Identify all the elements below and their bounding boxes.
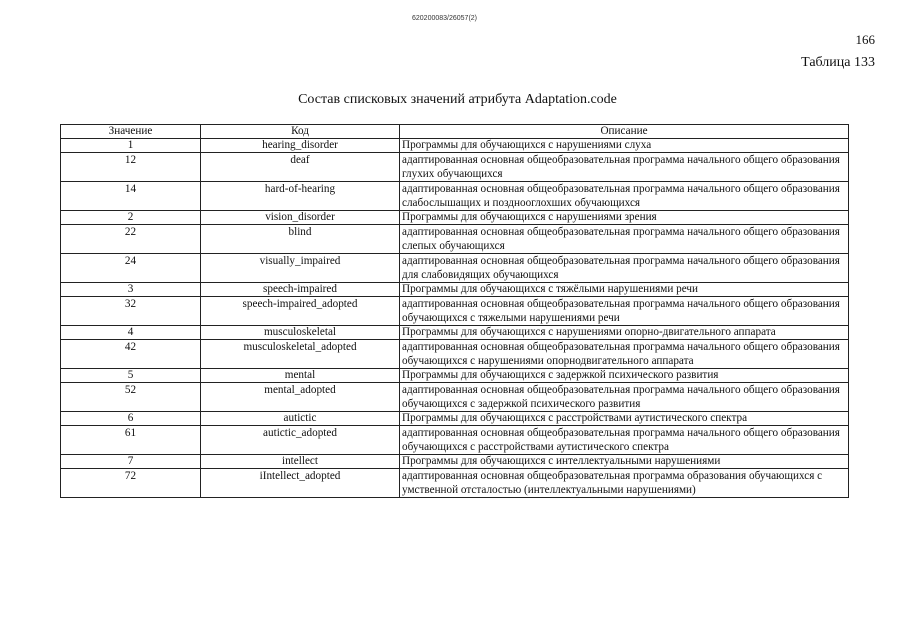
cell-code: hearing_disorder bbox=[201, 139, 400, 153]
cell-value: 61 bbox=[61, 426, 201, 455]
cell-value: 3 bbox=[61, 283, 201, 297]
page-number: 166 bbox=[855, 32, 875, 47]
cell-code: iIntellect_adopted bbox=[201, 469, 400, 498]
cell-code: mental_adopted bbox=[201, 383, 400, 412]
cell-value: 24 bbox=[61, 254, 201, 283]
table-row bbox=[61, 153, 849, 182]
column-header-code: Код bbox=[201, 125, 400, 139]
cell-value: 42 bbox=[61, 340, 201, 369]
table-header-row bbox=[61, 125, 849, 139]
table-row bbox=[61, 326, 849, 340]
cell-value: 1 bbox=[61, 139, 201, 153]
cell-description: адаптированная основная общеобразовательная программа начального общего образования глухих обучающихся bbox=[400, 153, 849, 182]
cell-code: vision_disorder bbox=[201, 211, 400, 225]
table-row bbox=[61, 211, 849, 225]
cell-value: 32 bbox=[61, 297, 201, 326]
cell-description: адаптированная основная общеобразовательная программа начального общего образования обучающихся с расстройствами аутистического спектра bbox=[400, 426, 849, 455]
attribute-values-table bbox=[60, 124, 849, 498]
cell-description: адаптированная основная общеобразовательная программа начального общего образования слабослышащих и позднооглохших обучающихся bbox=[400, 182, 849, 211]
cell-code: autictic bbox=[201, 412, 400, 426]
cell-code: hard-of-hearing bbox=[201, 182, 400, 211]
table-row bbox=[61, 340, 849, 369]
cell-code: deaf bbox=[201, 153, 400, 182]
table-row bbox=[61, 369, 849, 383]
cell-value: 52 bbox=[61, 383, 201, 412]
cell-value: 72 bbox=[61, 469, 201, 498]
cell-value: 4 bbox=[61, 326, 201, 340]
cell-description: адаптированная основная общеобразовательная программа начального общего образования обучающихся с тяжелыми нарушениями речи bbox=[400, 297, 849, 326]
cell-value: 12 bbox=[61, 153, 201, 182]
cell-description: адаптированная основная общеобразовательная программа образования обучающихся с умственной отсталостью (интеллектуальными нарушениями) bbox=[400, 469, 849, 498]
cell-description: Программы для обучающихся с нарушениями слуха bbox=[400, 139, 849, 153]
cell-value: 22 bbox=[61, 225, 201, 254]
cell-code: autictic_adopted bbox=[201, 426, 400, 455]
cell-code: intellect bbox=[201, 455, 400, 469]
table-row bbox=[61, 426, 849, 455]
table-row bbox=[61, 469, 849, 498]
table-row bbox=[61, 283, 849, 297]
cell-description: адаптированная основная общеобразовательная программа начального общего образования обучающихся с задержкой психического развития bbox=[400, 383, 849, 412]
cell-description: Программы для обучающихся с задержкой психического развития bbox=[400, 369, 849, 383]
cell-description: Программы для обучающихся с расстройствами аутистического спектра bbox=[400, 412, 849, 426]
cell-description: адаптированная основная общеобразовательная программа начального общего образования обучающихся с нарушениями опорнодвигательного аппарата bbox=[400, 340, 849, 369]
column-header-value: Значение bbox=[61, 125, 201, 139]
cell-value: 6 bbox=[61, 412, 201, 426]
cell-value: 14 bbox=[61, 182, 201, 211]
table-title: Состав списковых значений атрибута Adaptation.code bbox=[298, 92, 617, 107]
cell-value: 7 bbox=[61, 455, 201, 469]
table-row bbox=[61, 225, 849, 254]
cell-value: 2 bbox=[61, 211, 201, 225]
cell-description: Программы для обучающихся с нарушениями зрения bbox=[400, 211, 849, 225]
table-row bbox=[61, 383, 849, 412]
cell-description: Программы для обучающихся с нарушениями опорно-двигательного аппарата bbox=[400, 326, 849, 340]
cell-code: musculoskeletal_adopted bbox=[201, 340, 400, 369]
table-row bbox=[61, 182, 849, 211]
table-row bbox=[61, 297, 849, 326]
cell-code: speech-impaired bbox=[201, 283, 400, 297]
cell-code: speech-impaired_adopted bbox=[201, 297, 400, 326]
document-id: 620200083/26057(2) bbox=[412, 15, 478, 22]
table-number: Таблица 133 bbox=[801, 55, 875, 70]
cell-value: 5 bbox=[61, 369, 201, 383]
cell-code: blind bbox=[201, 225, 400, 254]
cell-description: адаптированная основная общеобразовательная программа начального общего образования для слабовидящих обучающихся bbox=[400, 254, 849, 283]
table-row bbox=[61, 254, 849, 283]
cell-code: mental bbox=[201, 369, 400, 383]
cell-description: Программы для обучающихся с тяжёлыми нарушениями речи bbox=[400, 283, 849, 297]
table-row bbox=[61, 455, 849, 469]
table-row bbox=[61, 412, 849, 426]
table-row bbox=[61, 139, 849, 153]
cell-description: адаптированная основная общеобразовательная программа начального общего образования слепых обучающихся bbox=[400, 225, 849, 254]
column-header-description: Описание bbox=[400, 125, 849, 139]
cell-description: Программы для обучающихся с интеллектуальными нарушениями bbox=[400, 455, 849, 469]
cell-code: visually_impaired bbox=[201, 254, 400, 283]
cell-code: musculoskeletal bbox=[201, 326, 400, 340]
